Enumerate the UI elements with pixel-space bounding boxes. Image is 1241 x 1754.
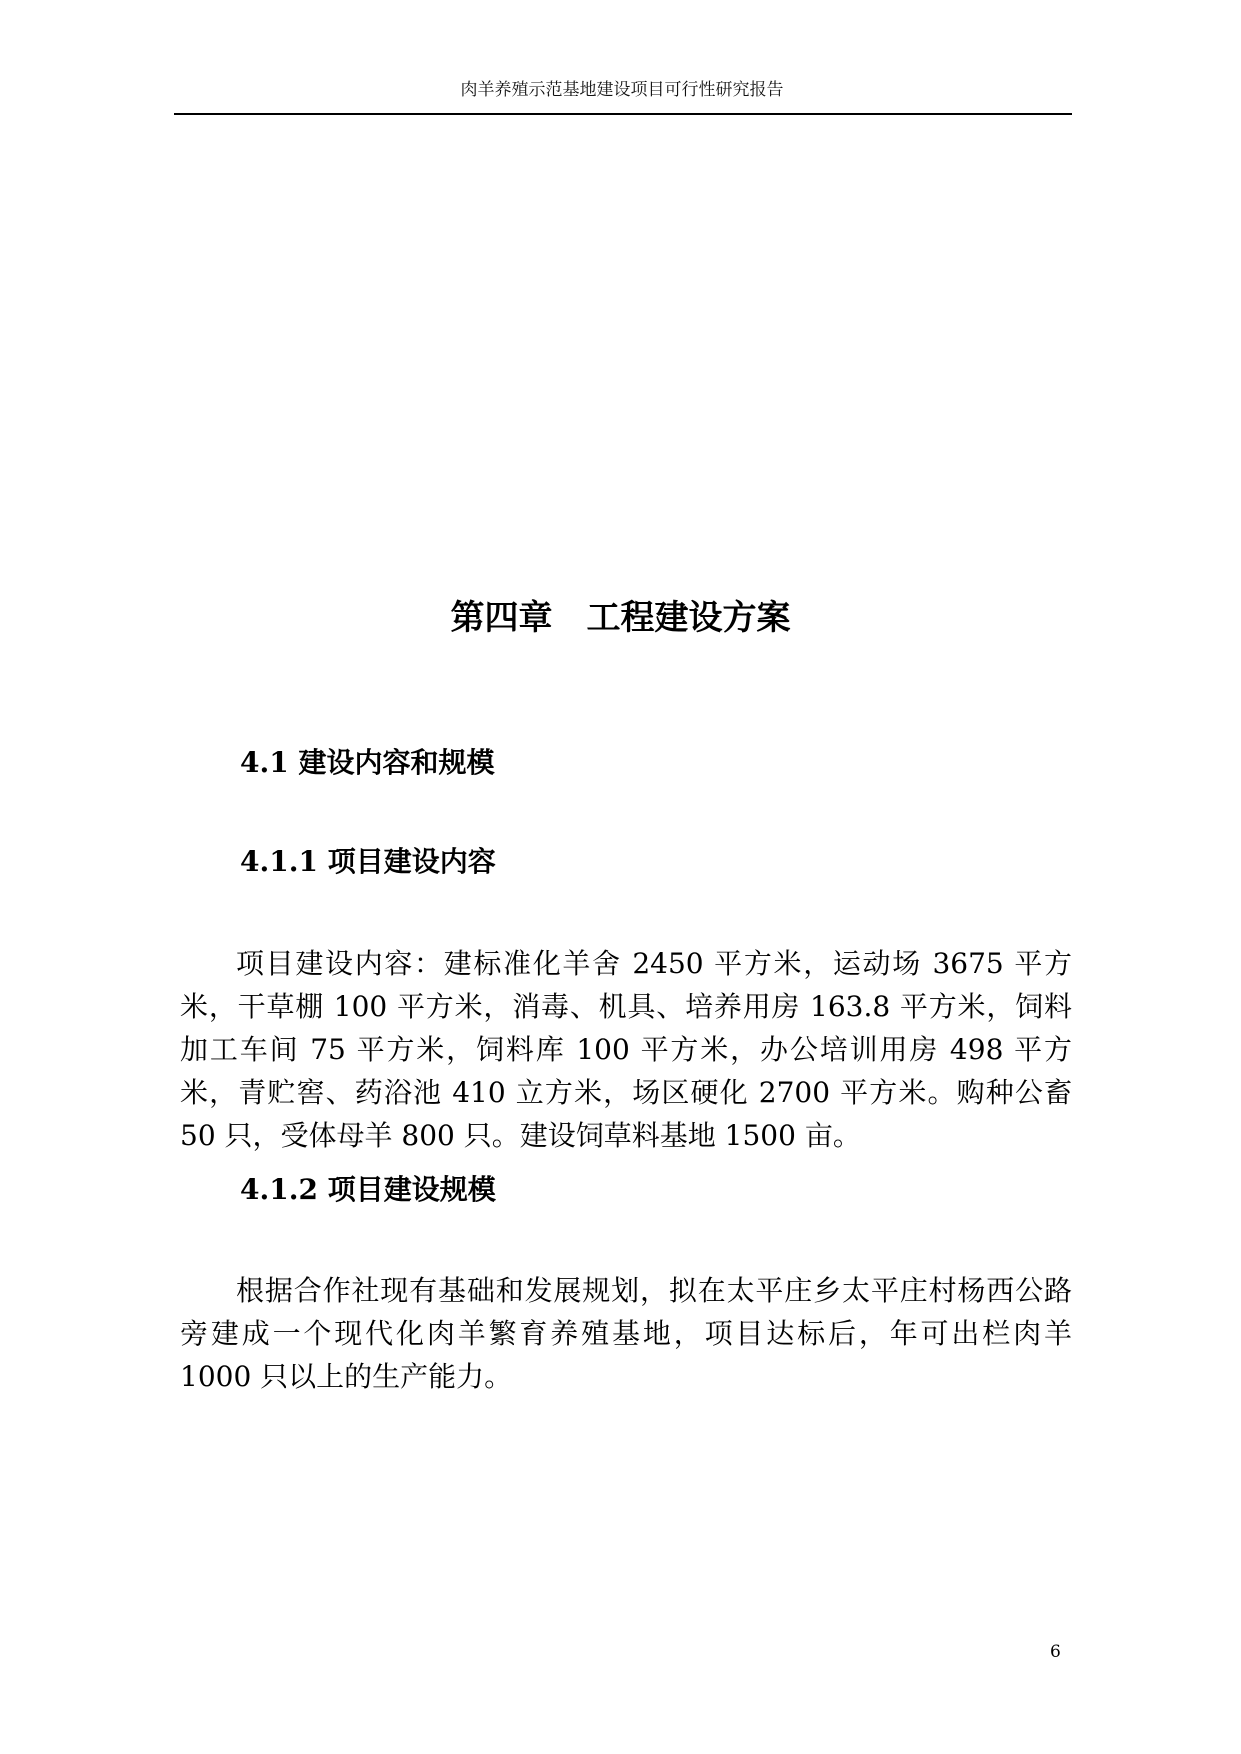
section-heading-4-1-2: 4.1.2 项目建设规模 bbox=[240, 1173, 496, 1206]
paragraph-construction-content: 项目建设内容：建标准化羊舍 2450 平方米，运动场 3675 平方米，干草棚 100 平方米，消毒、机具、培养用房 163.8 平方米，饲料加工车间 75 平方米，饲料库 100 平方米，办公培训用房 498 平方米，青贮窖、药浴池 410 立方米，场区硬化 2700 平方米。购种公畜 50 只，受体母羊 800 只。建设饲草料基地 1500 亩。 bbox=[180, 947, 1072, 1152]
section-heading-4-1: 4.1 建设内容和规模 bbox=[240, 746, 495, 779]
paragraph-construction-scale: 根据合作社现有基础和发展规划，拟在太平庄乡太平庄村杨西公路旁建成一个现代化肉羊繁育养殖基地，项目达标后，年可出栏肉羊 1000 只以上的生产能力。 bbox=[180, 1274, 1072, 1393]
section-heading-4-1-1: 4.1.1 项目建设内容 bbox=[240, 845, 496, 878]
page-number: 6 bbox=[1050, 1642, 1061, 1662]
running-header: 肉羊养殖示范基地建设项目可行性研究报告 bbox=[460, 80, 784, 100]
header-divider bbox=[174, 113, 1072, 115]
chapter-title: 第四章 工程建设方案 bbox=[450, 598, 791, 638]
